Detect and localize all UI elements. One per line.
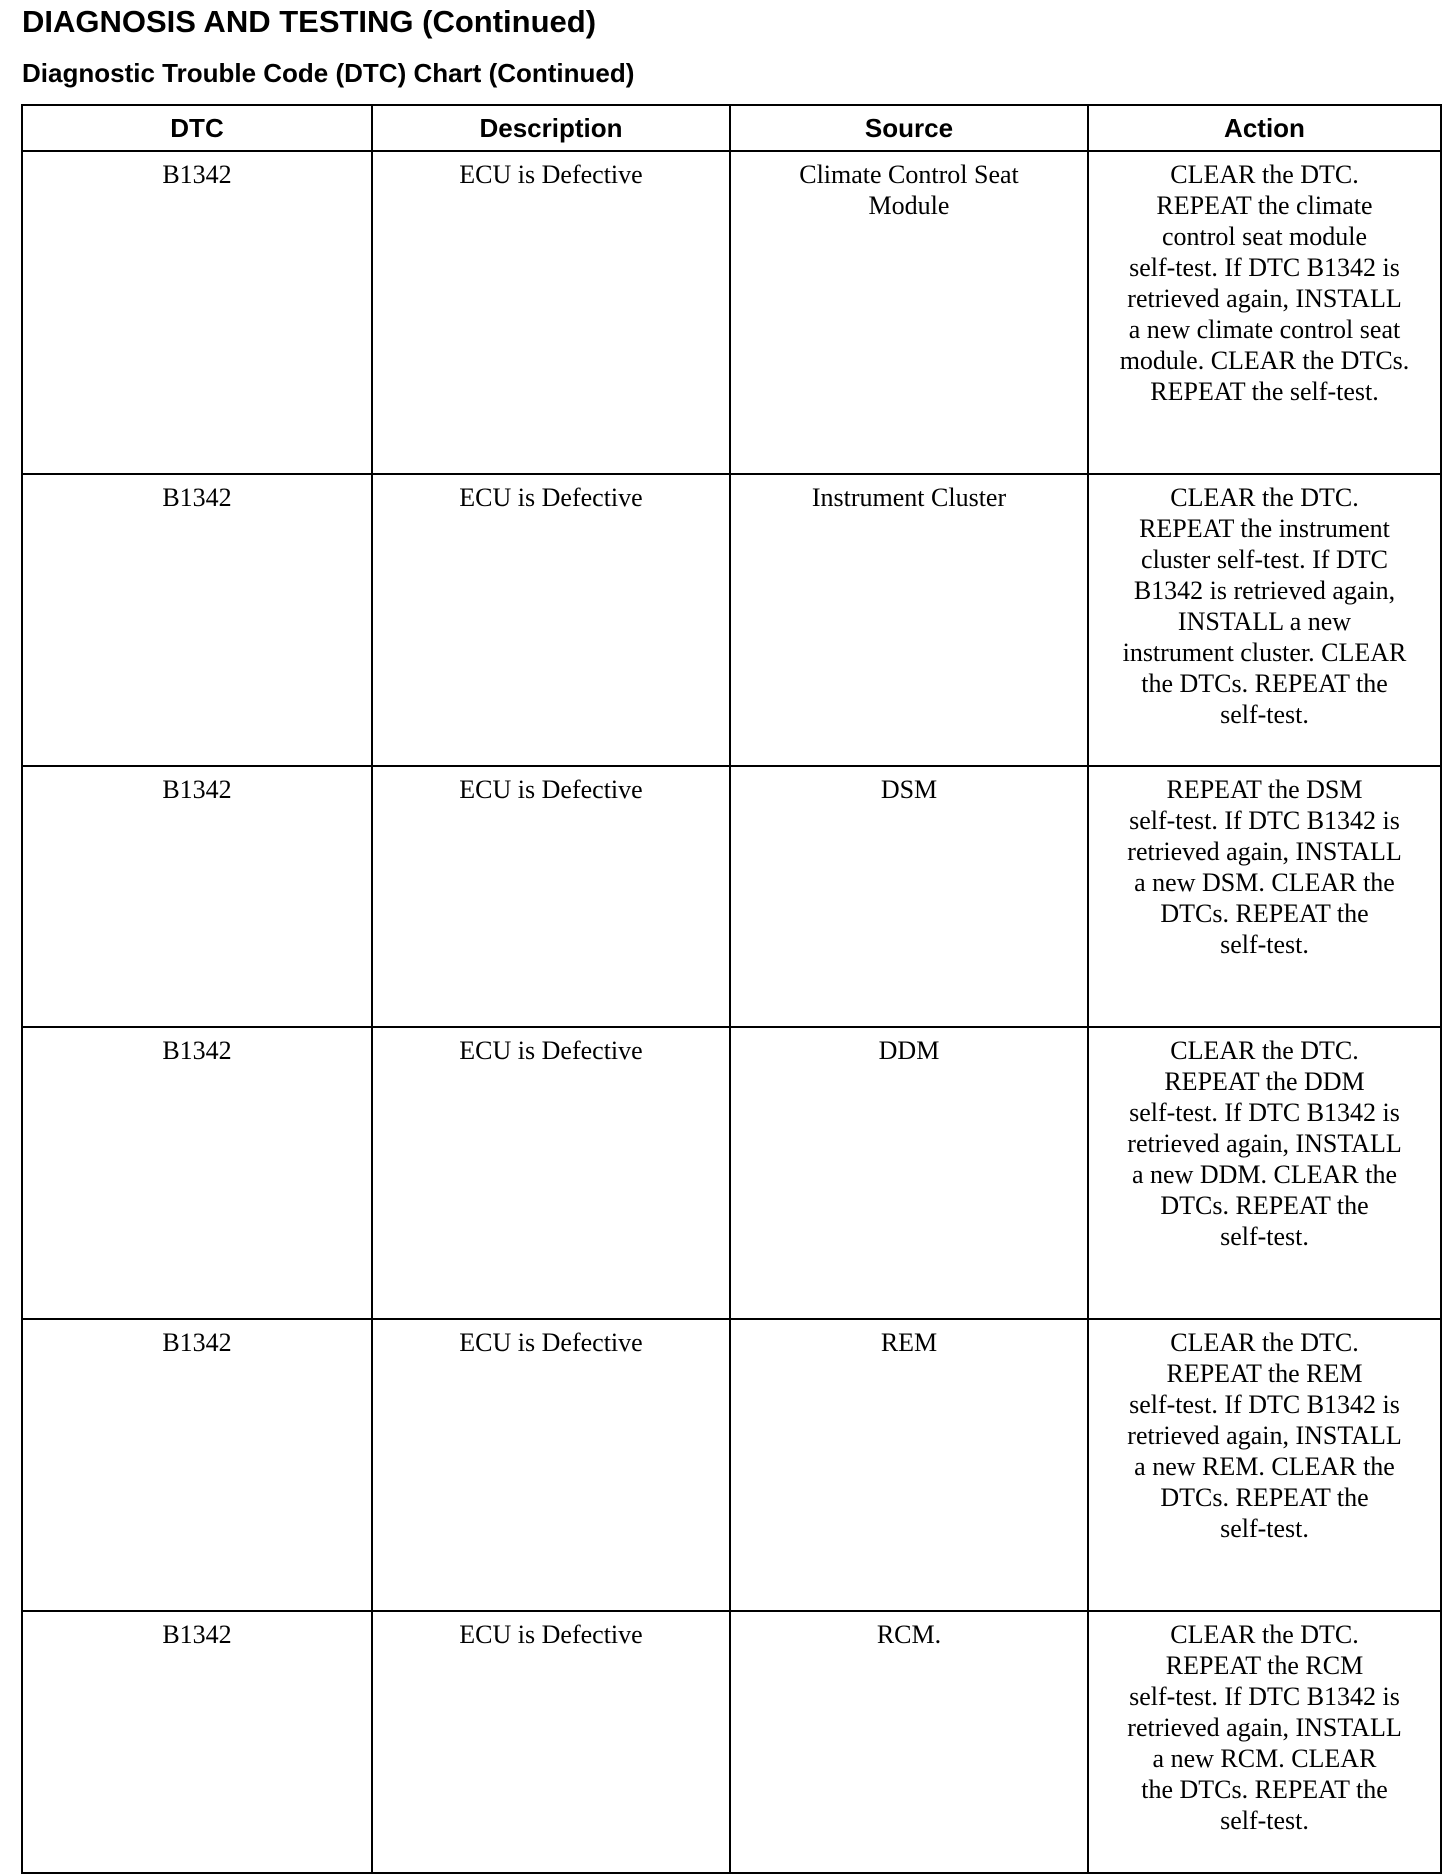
dtc-cell: B1342 bbox=[22, 766, 372, 1027]
action-line: REPEAT the RCM bbox=[1165, 1651, 1364, 1680]
dtc-cell: B1342 bbox=[22, 1319, 372, 1611]
source-line: Climate Control Seat bbox=[799, 160, 1019, 189]
dtc-cell: B1342 bbox=[22, 1611, 372, 1873]
action-line: a new DSM. CLEAR the bbox=[1134, 868, 1395, 897]
description-cell: ECU is Defective bbox=[372, 151, 730, 474]
action-line: CLEAR the DTC. bbox=[1170, 160, 1359, 189]
action-line: self-test. If DTC B1342 is bbox=[1129, 1682, 1400, 1711]
action-line: self-test. If DTC B1342 is bbox=[1129, 1098, 1400, 1127]
description-cell: ECU is Defective bbox=[372, 766, 730, 1027]
source-cell bbox=[730, 1611, 1088, 1873]
action-cell bbox=[1088, 151, 1441, 474]
action-line: module. CLEAR the DTCs. bbox=[1119, 346, 1410, 375]
column-header-description: Description bbox=[372, 105, 730, 151]
source-cell bbox=[730, 1027, 1088, 1319]
action-line: self-test. If DTC B1342 is bbox=[1129, 1390, 1400, 1419]
action-line: REPEAT the REM bbox=[1166, 1359, 1363, 1388]
table-row bbox=[22, 766, 1441, 1027]
page-title: DIAGNOSIS AND TESTING (Continued) bbox=[22, 4, 597, 39]
action-line: DTCs. REPEAT the bbox=[1160, 1483, 1369, 1512]
action-line: retrieved again, INSTALL bbox=[1127, 1129, 1402, 1158]
table-header-row bbox=[22, 105, 1441, 151]
dtc-cell: B1342 bbox=[22, 474, 372, 766]
action-line: a new RCM. CLEAR bbox=[1152, 1744, 1377, 1773]
action-cell bbox=[1088, 1611, 1441, 1873]
action-line: self-test. If DTC B1342 is bbox=[1129, 253, 1400, 282]
action-line: DTCs. REPEAT the bbox=[1160, 1191, 1369, 1220]
source-cell bbox=[730, 151, 1088, 474]
action-line: B1342 is retrieved again, bbox=[1133, 576, 1396, 605]
action-cell bbox=[1088, 766, 1441, 1027]
description-cell: ECU is Defective bbox=[372, 474, 730, 766]
action-line: a new climate control seat bbox=[1128, 315, 1401, 344]
action-cell bbox=[1088, 1027, 1441, 1319]
action-line: CLEAR the DTC. bbox=[1170, 1620, 1359, 1649]
table-row bbox=[22, 1319, 1441, 1611]
column-header-source: Source bbox=[730, 105, 1088, 151]
dtc-cell: B1342 bbox=[22, 1027, 372, 1319]
action-line: REPEAT the climate bbox=[1156, 191, 1373, 220]
action-line: instrument cluster. CLEAR bbox=[1122, 638, 1407, 667]
action-line: retrieved again, INSTALL bbox=[1127, 837, 1402, 866]
action-line: REPEAT the DSM bbox=[1166, 775, 1363, 804]
table-row bbox=[22, 1611, 1441, 1873]
action-cell bbox=[1088, 1319, 1441, 1611]
action-line: retrieved again, INSTALL bbox=[1127, 284, 1402, 313]
chart-subtitle: Diagnostic Trouble Code (DTC) Chart (Continued) bbox=[22, 58, 635, 88]
action-line: REPEAT the DDM bbox=[1164, 1067, 1365, 1096]
action-line: control seat module bbox=[1161, 222, 1368, 251]
table-row bbox=[22, 1027, 1441, 1319]
action-line: INSTALL a new bbox=[1177, 607, 1352, 636]
description-cell: ECU is Defective bbox=[372, 1611, 730, 1873]
column-header-dtc: DTC bbox=[22, 105, 372, 151]
column-header-action: Action bbox=[1088, 105, 1441, 151]
action-line: REPEAT the instrument bbox=[1139, 514, 1390, 543]
action-line: self-test. bbox=[1220, 930, 1309, 959]
action-line: a new DDM. CLEAR the bbox=[1131, 1160, 1397, 1189]
dtc-cell: B1342 bbox=[22, 151, 372, 474]
action-line: self-test. bbox=[1220, 1806, 1309, 1835]
action-line: retrieved again, INSTALL bbox=[1127, 1713, 1402, 1742]
action-line: DTCs. REPEAT the bbox=[1160, 899, 1369, 928]
action-line: the DTCs. REPEAT the bbox=[1141, 669, 1388, 698]
source-line: Instrument Cluster bbox=[811, 483, 1007, 512]
action-line: CLEAR the DTC. bbox=[1170, 1328, 1359, 1357]
action-line: CLEAR the DTC. bbox=[1170, 1036, 1359, 1065]
action-line: REPEAT the self-test. bbox=[1150, 377, 1379, 406]
action-line: retrieved again, INSTALL bbox=[1127, 1421, 1402, 1450]
dtc-table bbox=[21, 104, 1442, 1874]
action-cell bbox=[1088, 474, 1441, 766]
action-line: self-test. bbox=[1220, 1514, 1309, 1543]
action-line: self-test. bbox=[1220, 1222, 1309, 1251]
source-line: REM bbox=[880, 1328, 938, 1357]
table-row bbox=[22, 474, 1441, 766]
action-line: the DTCs. REPEAT the bbox=[1141, 1775, 1388, 1804]
action-line: cluster self-test. If DTC bbox=[1141, 545, 1388, 574]
action-line: self-test. bbox=[1220, 700, 1309, 729]
action-line: a new REM. CLEAR the bbox=[1134, 1452, 1395, 1481]
source-cell bbox=[730, 1319, 1088, 1611]
source-line: Module bbox=[868, 191, 950, 220]
source-cell bbox=[730, 766, 1088, 1027]
action-line: CLEAR the DTC. bbox=[1170, 483, 1359, 512]
description-cell: ECU is Defective bbox=[372, 1027, 730, 1319]
source-line: DSM bbox=[880, 775, 938, 804]
description-cell: ECU is Defective bbox=[372, 1319, 730, 1611]
action-line: self-test. If DTC B1342 is bbox=[1129, 806, 1400, 835]
table-row bbox=[22, 151, 1441, 474]
source-line: RCM. bbox=[876, 1620, 942, 1649]
source-line: DDM bbox=[878, 1036, 940, 1065]
source-cell bbox=[730, 474, 1088, 766]
